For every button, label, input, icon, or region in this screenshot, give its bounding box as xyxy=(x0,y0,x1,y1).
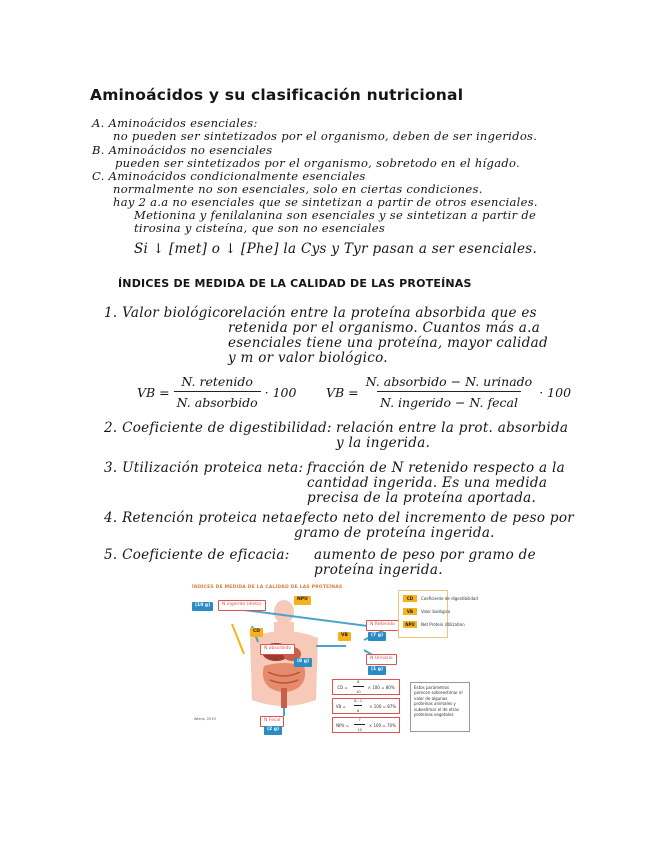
index-5-line-1: aumento de peso por gramo de xyxy=(314,547,536,563)
absorbido-chip: N absorbido xyxy=(260,644,295,655)
formula-vb-retained: VB = $\frac{\text{N. retenido}}{\text{N. absorbido}}$ · 100 xyxy=(137,374,297,410)
class-b-heading: B. Aminoácidos no esenciales xyxy=(92,143,273,157)
urinario-chip: N Urinario xyxy=(366,654,397,665)
index-3-line-1: fracción de N retenido respecto a la xyxy=(307,460,565,476)
class-b-desc: pueden ser sintetizados por el organismo, sobretodo en el hígado. xyxy=(115,156,520,170)
index-3-line-3: precisa de la proteína aportada. xyxy=(307,490,537,506)
index-1-label: 1. Valor biológico: xyxy=(104,305,234,321)
class-c-desc-3: Metionina y fenilalanina son esenciales y se sintetizan a partir de xyxy=(134,208,537,222)
formula-vb-nitrogen: VB = $\frac{\text{N. absorbido − N. urinado}}{\text{N. ingerido − N. fecal}}$ · 100 xyxy=(326,374,572,410)
index-1-line-1: relación entre la proteína absorbida que es xyxy=(228,305,537,321)
npu-chip: NPU xyxy=(294,596,311,605)
legend-npu: NPU Net Protein Utilization xyxy=(403,621,465,628)
index-2-label: 2. Coeficiente de digestibilidad: xyxy=(104,420,332,436)
retenido-chip: N Retenido xyxy=(366,620,399,631)
index-5-line-2: proteína ingerida. xyxy=(314,562,443,578)
index-4-line-2: gramo de proteína ingerida. xyxy=(294,525,495,541)
index-5-label: 5. Coeficiente de eficacia: xyxy=(104,547,290,563)
ingerido-chip: N ingerido (dieta) xyxy=(218,600,266,611)
class-c-heading: C. Aminoácidos condicionalmente esenciales xyxy=(92,169,366,183)
class-c-desc-4: tirosina y cisteína, que son no esenciales xyxy=(134,221,386,235)
retenido-val-chip: (7 g) xyxy=(368,632,386,641)
index-3-label: 3. Utilización proteica neta: xyxy=(104,460,304,476)
infographic-note: Estos parámetros parecen sobreestimar el valor de algunas proteínas animales y subestimar el de otras proteínas vegetales xyxy=(410,682,470,732)
formula-box-cd: CD = $\frac{8}{10}$ × 100 = 80% xyxy=(332,679,400,695)
formula-box-vb: VB = $\frac{8 - 1}{8}$ × 100 = 87% xyxy=(332,698,400,714)
class-c-desc-1: normalmente no son esenciales, solo en ciertas condiciones. xyxy=(113,182,483,196)
fecal-val-chip: (2 g) xyxy=(264,726,282,735)
index-2-line-2: y la ingerida. xyxy=(336,435,431,451)
index-4-line-1: efecto neto del incremento de peso por xyxy=(294,510,575,526)
page-title: Aminoácidos y su clasificación nutricional xyxy=(90,86,464,104)
fecal-chip: N Fecal xyxy=(260,716,284,727)
section-title: ÍNDICES DE MEDIDA DE LA CALIDAD DE LAS PROTEÍNAS xyxy=(118,277,472,290)
class-a-desc: no pueden ser sintetizados por el organismo, deben de ser ingeridos. xyxy=(113,129,538,143)
class-c-desc-2: hay 2 a.a no esenciales que se sintetizan a partir de otros esenciales. xyxy=(113,195,538,209)
index-1-line-2: retenida por el organismo. Cuantos más a.a xyxy=(228,320,541,336)
class-a-heading: A. Aminoácidos esenciales: xyxy=(92,116,258,130)
vb-chip: VB xyxy=(338,632,351,641)
infographic-caption: Wiens, 2019 xyxy=(194,717,216,721)
infographic-title: ÍNDICES DE MEDIDA DE LA CALIDAD DE LAS PROTEÍNAS xyxy=(192,585,343,590)
index-1-line-3: esenciales tiene una proteína, mayor calidad xyxy=(228,335,548,351)
index-3-line-2: cantidad ingerida. Es una medida xyxy=(307,475,548,491)
index-2-line-1: relación entre la prot. absorbida xyxy=(336,420,569,436)
legend-vb: VB Valor biológico xyxy=(403,608,450,615)
index-4-label: 4. Retención proteica neta: xyxy=(104,510,299,526)
urinario-val-chip: (1 g) xyxy=(368,666,386,675)
legend-cd: CD Coeficiente de digestibilidad xyxy=(403,595,478,602)
intake-chip: (10 g) xyxy=(192,602,213,611)
cd-arrow xyxy=(232,624,244,654)
formula-box-npu: NPU = $\frac{7}{10}$ × 100 = 70% xyxy=(332,717,400,733)
absorbido-val-chip: (8 g) xyxy=(294,658,312,667)
cd-chip: CD xyxy=(250,628,263,637)
condition-note: Si ↓ [met] o ↓ [Phe] la Cys y Tyr pasan a ser esenciales. xyxy=(134,241,538,257)
index-1-line-4: y m or valor biológico. xyxy=(228,350,388,366)
